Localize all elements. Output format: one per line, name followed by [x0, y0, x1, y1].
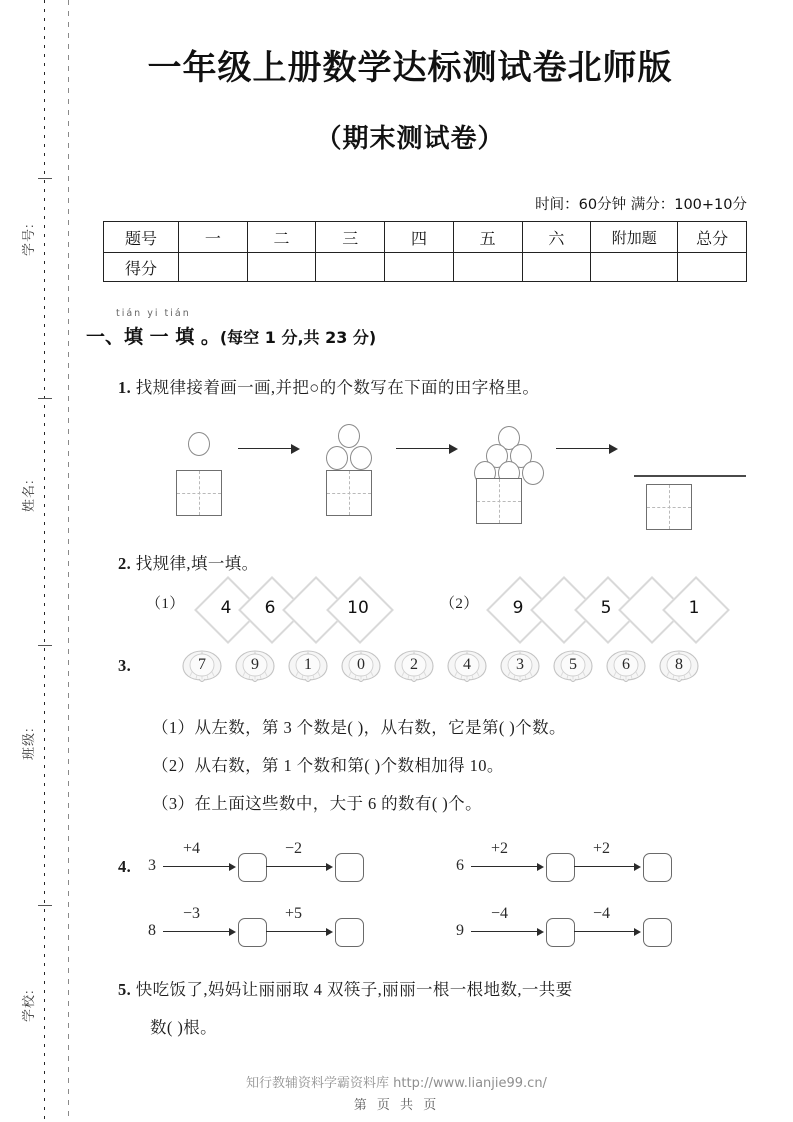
shell-number: 1 — [304, 656, 312, 673]
margin-tick-1 — [38, 178, 52, 179]
shell-number-token — [606, 650, 646, 684]
q2-prompt: 找规律,填一填。 — [135, 554, 259, 573]
q4-arrow — [266, 927, 334, 937]
q4-number — [118, 857, 131, 877]
tianzige-box-3[interactable] — [476, 478, 522, 524]
margin-label-class: 班级: — [21, 727, 36, 760]
margin-tick-4 — [38, 905, 52, 906]
q5-number: 5. — [118, 980, 132, 999]
table-header-col-6: 六 — [522, 222, 591, 253]
shell-number-token — [500, 650, 540, 684]
q4-chain-2-start: 6 — [456, 857, 464, 874]
margin-dashed-line — [44, 0, 45, 1122]
q5-line2: 数( )根。 — [150, 1018, 218, 1037]
q4-chain-3-box1[interactable] — [238, 918, 267, 947]
shell-number: 9 — [251, 656, 259, 673]
shell-number-token — [553, 650, 593, 684]
exam-meta: 时间：60分钟 满分：100+10分 — [535, 197, 747, 213]
q4-arrow — [471, 862, 545, 872]
table-header-col-4: 四 — [385, 222, 454, 253]
q5-prompt-line1: 快吃饭了,妈妈让丽丽取 4 双筷子,丽丽一根一根地数,一共要 — [135, 980, 573, 999]
shell-number-token — [659, 650, 699, 684]
q2-sub2-value-1[interactable]: 9 — [512, 598, 524, 618]
q4-chain-1-op1: +4 — [183, 840, 201, 857]
shell-number: 7 — [198, 656, 206, 673]
margin-label-name: 姓名: — [21, 479, 36, 512]
q4-chain-2-op1: +2 — [491, 840, 509, 857]
pattern-circle — [326, 446, 348, 470]
footer-url: 知行教辅资料学霸资料库 http://www.lianjie99.cn/ — [246, 1076, 547, 1091]
margin-tick-2 — [38, 398, 52, 399]
shell-number: 2 — [410, 656, 418, 673]
q4-chain-3-start: 8 — [148, 922, 156, 939]
margin-label-school: 学校: — [21, 989, 36, 1022]
pattern-answer-line[interactable] — [634, 475, 746, 477]
q4-arrow — [163, 927, 237, 937]
q3-sub-3: （3）在上面这些数中，大于 6 的数有( )个。 — [152, 794, 482, 813]
page-subtitle: （期末测试卷） — [315, 124, 505, 154]
q4-arrow — [574, 927, 642, 937]
pattern-circle — [522, 461, 544, 485]
q2-sub2-value-5[interactable]: 1 — [688, 598, 700, 618]
table-score-cell-3[interactable] — [316, 253, 385, 282]
q4-chain-2-op2: +2 — [593, 840, 611, 857]
table-score-cell-bonus[interactable] — [591, 253, 678, 282]
q2-text — [118, 550, 259, 574]
shell-number: 6 — [622, 656, 630, 673]
pattern-circle — [338, 424, 360, 448]
q4-chain-3-op1: −3 — [183, 905, 201, 922]
footer-page-number: 第 页 共 页 — [353, 1098, 440, 1113]
q2-sub2-value-3[interactable]: 5 — [600, 598, 612, 618]
q3-sub-2: （2）从右数，第 1 个数和第( )个数相加得 10。 — [152, 756, 504, 775]
table-score-label: 得分 — [104, 253, 179, 282]
shell-number-token — [341, 650, 381, 684]
table-header-col-total: 总分 — [678, 222, 747, 253]
table-row-header — [104, 222, 747, 253]
pattern-arrow-3 — [556, 444, 618, 454]
q4-chain-4-start: 9 — [456, 922, 464, 939]
table-header-col-3: 三 — [316, 222, 385, 253]
table-header-col-bonus: 附加题 — [591, 222, 678, 253]
margin-tick-3 — [38, 645, 52, 646]
q4-chain-4-op2: −4 — [593, 905, 611, 922]
section1-pinyin: tián yi tián — [116, 308, 191, 319]
shell-number: 3 — [516, 656, 524, 673]
q2-sub1-value-2[interactable]: 6 — [264, 598, 276, 618]
q3-number — [118, 656, 131, 676]
q1-number: 1. — [118, 378, 132, 397]
table-score-cell-4[interactable] — [385, 253, 454, 282]
q1-text — [118, 374, 539, 398]
shell-number: 5 — [569, 656, 577, 673]
section1-heading — [86, 322, 376, 349]
shell-number-token — [235, 650, 275, 684]
table-score-cell-2[interactable] — [247, 253, 316, 282]
table-header-label: 题号 — [104, 222, 179, 253]
q5-line1 — [118, 976, 573, 1000]
q4-chain-4-op1: −4 — [491, 905, 509, 922]
shell-number-token — [394, 650, 434, 684]
q4-chain-2-box1[interactable] — [546, 853, 575, 882]
q4-arrow — [163, 862, 237, 872]
table-score-cell-5[interactable] — [453, 253, 522, 282]
shell-number: 4 — [463, 656, 471, 673]
pattern-arrow-2 — [396, 444, 458, 454]
table-score-cell-total[interactable] — [678, 253, 747, 282]
q2-sub2-label: （2） — [440, 596, 479, 612]
margin-label-student-id: 学号: — [21, 223, 36, 256]
shell-number: 8 — [675, 656, 683, 673]
q2-sub1-label: （1） — [146, 596, 185, 612]
shell-number-token — [182, 650, 222, 684]
q4-chain-1-box2[interactable] — [335, 853, 364, 882]
table-header-col-1: 一 — [179, 222, 248, 253]
q3-sub-1: （1）从左数，第 3 个数是( )，从右数，它是第( )个数。 — [152, 718, 566, 737]
shell-number-token — [447, 650, 487, 684]
q4-chain-3-op2: +5 — [285, 905, 303, 922]
q3-num-label: 3. — [118, 656, 132, 675]
q4-chain-1-start: 3 — [148, 857, 156, 874]
margin-dashed-line-2 — [68, 0, 69, 1122]
q2-number: 2. — [118, 554, 132, 573]
q4-num-label: 4. — [118, 857, 132, 876]
shell-number: 0 — [357, 656, 365, 673]
page-title: 一年级上册数学达标测试卷北师版 — [147, 48, 673, 88]
table-row-scores — [104, 253, 747, 282]
table-score-cell-6[interactable] — [522, 253, 591, 282]
section1-points: (每空 1 分,共 23 分) — [219, 328, 377, 347]
q4-chain-1-op2: −2 — [285, 840, 303, 857]
score-table — [103, 221, 747, 282]
section1-heading-text: 一、填 一 填 。 — [86, 326, 220, 348]
q4-arrow — [574, 862, 642, 872]
q4-chain-4-box1[interactable] — [546, 918, 575, 947]
q1-prompt: 找规律接着画一画,并把○的个数写在下面的田字格里。 — [135, 378, 540, 397]
tianzige-box-4[interactable] — [646, 484, 692, 530]
q4-chain-4-box2[interactable] — [643, 918, 672, 947]
pattern-circle — [188, 432, 210, 456]
q2-sub1-value-1[interactable]: 4 — [220, 598, 232, 618]
q2-sub1-value-4[interactable]: 10 — [347, 598, 369, 618]
tianzige-box-1[interactable] — [176, 470, 222, 516]
q4-arrow — [471, 927, 545, 937]
table-header-col-5: 五 — [453, 222, 522, 253]
pattern-arrow-1 — [238, 444, 300, 454]
shell-number-token — [288, 650, 328, 684]
tianzige-box-2[interactable] — [326, 470, 372, 516]
q4-chain-1-box1[interactable] — [238, 853, 267, 882]
table-header-col-2: 二 — [247, 222, 316, 253]
q4-chain-3-box2[interactable] — [335, 918, 364, 947]
q4-chain-2-box2[interactable] — [643, 853, 672, 882]
table-score-cell-1[interactable] — [179, 253, 248, 282]
pattern-circle — [350, 446, 372, 470]
q4-arrow — [266, 862, 334, 872]
